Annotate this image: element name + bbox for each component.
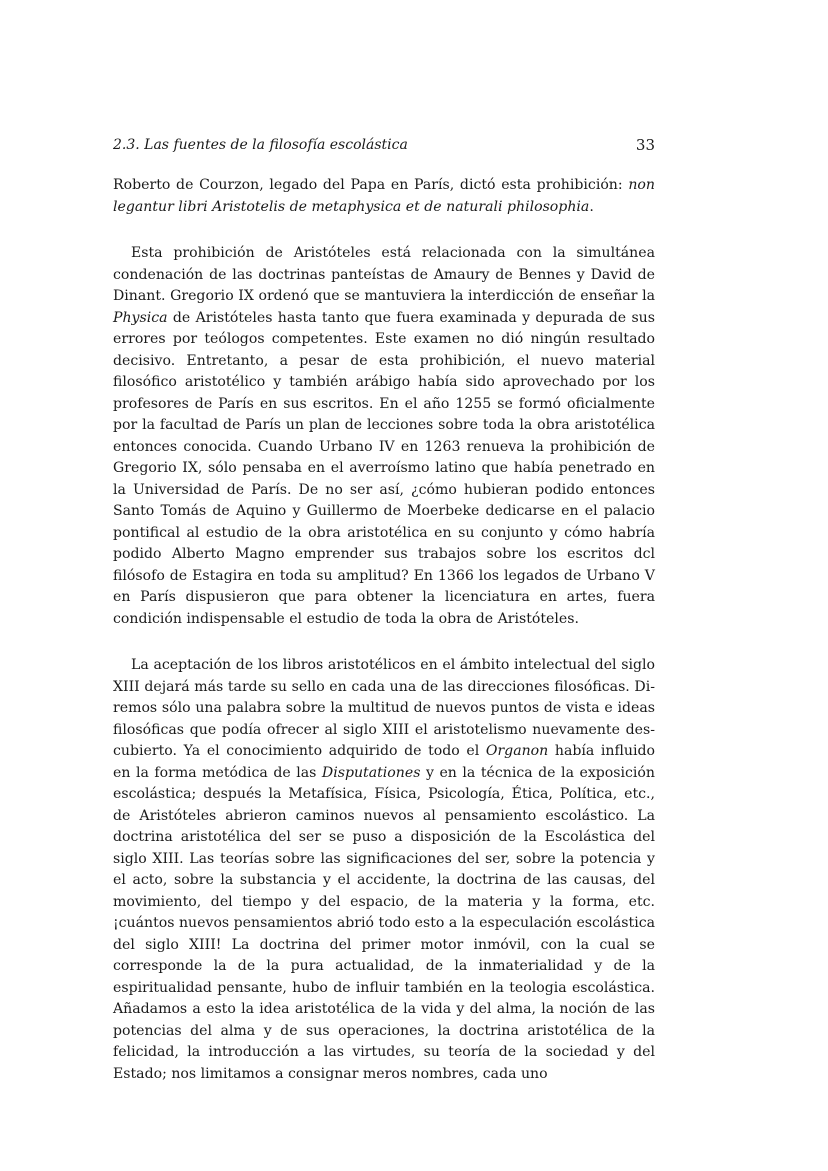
organon-title: Organon xyxy=(485,743,549,759)
paragraph-1-text-2: . xyxy=(589,198,594,215)
body-text xyxy=(113,175,655,1085)
paragraph-3-text-2: había influido en la forma metódica de las xyxy=(113,743,655,781)
paragraph-2-text-1: Esta prohibición de Aristóteles está relacionada con la simultánea condenación de las doctrinas panteístas de Amaury de Bennes y David de Dinant. Gregorio IX ordenó que se mantuviera la interdicción de enseñar la xyxy=(113,245,655,304)
physica-title: Physica xyxy=(113,309,168,326)
paragraph-1-text-1: Roberto de Courzon, legado del Papa en París, dictó esta prohibición: xyxy=(113,177,629,193)
running-header xyxy=(113,134,655,156)
paragraph-1 xyxy=(113,175,655,218)
paragraph-3 xyxy=(113,655,655,1085)
paragraph-2 xyxy=(113,243,655,630)
section-title: 2.3. Las fuentes de la filosofía escolástica xyxy=(113,137,408,153)
paragraph-3-text-1: La aceptación de los libros aristotélicos en el ámbito intelectual del siglo XIII dejará más tarde su sello en cada una de las direcciones filosóficas. Diremos sólo una palabra sobre la multitud de nuevos puntos de vista e ideas filosóficas que podía ofrecer al siglo XIII el aristotelismo nuevamente descubierto. Ya el conocimiento adquirido de todo el xyxy=(113,657,655,759)
latin-quote: non legantur libri Aristotelis de metaphysica et de naturali philosophia xyxy=(113,177,655,215)
paragraph-2-text-2: de Aristóteles hasta tanto que fuera examinada y depurada de sus errores por teólogos competentes. Este examen no dió ningún resultado decisivo. Entretanto, a pesar de esta prohibición, el nuevo material filosófico aristotélico y también arábigo había sido aprovechado por los profesores de París en sus escritos. En el año 1255 se formó oficialmente por la facultad de París un plan de lecciones sobre toda la obra aristotélica entonces conocida. Cuando Urbano IV en 1263 renueva la prohibición de Gregorio IX, sólo pensaba en el averroísmo latino que había penetrado en la Universidad de París. De no ser así, ¿cómo hubieran podido entonces Santo Tomás de Aquino y Guillermo de Moerbeke dedicarse en el palacio pontifical al estudio de la obra aristotélica en su conjunto y cómo habría podido Alberto Magno emprender sus trabajos sobre los escritos dcl filósofo de Estagira en toda su amplitud? En 1366 los legados de Urbano V en París dispusieron que para obtener la licenciatura en artes, fuera condición indispensable el estudio de toda la obra de Aristóteles. xyxy=(113,309,655,627)
page-number: 33 xyxy=(635,136,655,154)
disputationes-title: Disputationes xyxy=(321,764,421,781)
paragraph-3-text-3: y en la técnica de la exposición escolástica; después la Metafísica, Física, Psicología, Ética, Política, etc., de Aristóteles abrieron caminos nuevos al pensamiento escolástico. La doctrina aristotélica del ser se puso a disposición de la Escolástica del siglo XIII. Las teorías sobre las significaciones del ser, sobre la potencia y el acto, sobre la substancia y el accidente, la doctrina de las causas, del movimiento, del tiempo y del espacio, de la materia y la forma, etc. ¡cuántos nuevos pensamientos abrió todo esto a la especulación escolástica del siglo XIII! La doctrina del primer motor inmóvil, con la cual se corresponde la de la pura actualidad, de la inmaterialidad y de la espiritualidad pensante, hubo de influir también en la teologia escolástica. Añadamos a esto la idea aristotélica de la vida y del alma, la noción de las potencias del alma y de sus operaciones, la doctrina aristotélica de la felicidad, la introducción a las virtudes, su teoría de la sociedad y del Estado; nos limitamos a consignar meros nombres, cada uno xyxy=(113,764,655,1082)
